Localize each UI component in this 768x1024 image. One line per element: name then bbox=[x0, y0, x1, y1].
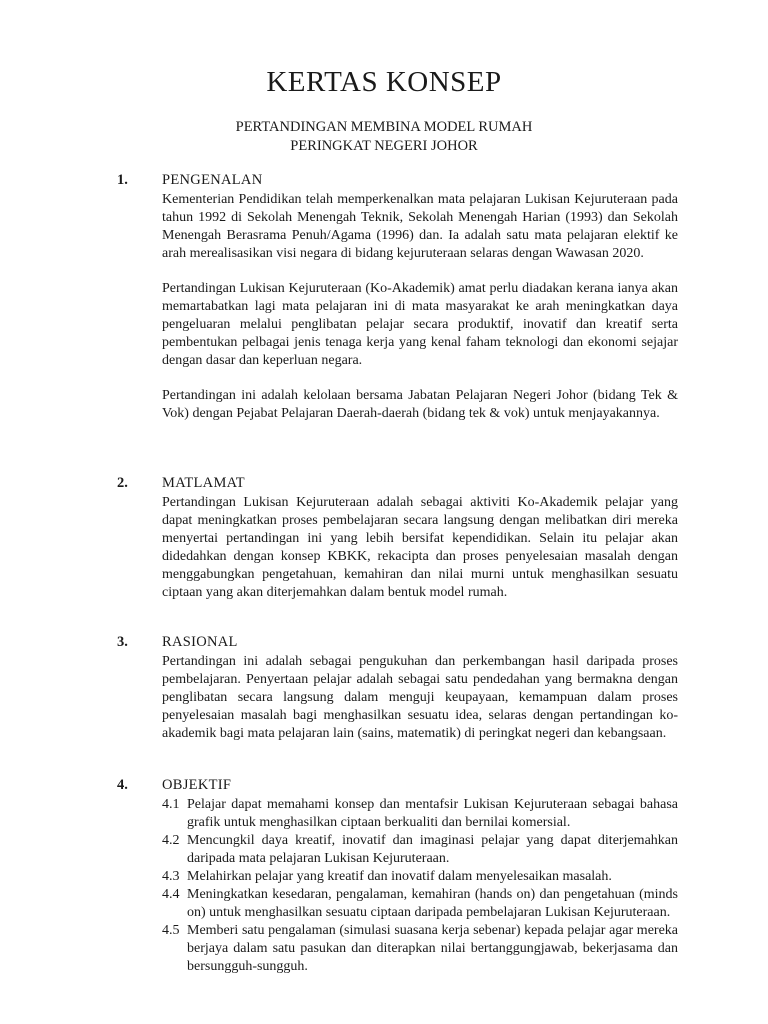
objective-number: 4.3 bbox=[162, 869, 180, 884]
objective-text: Melahirkan pelajar yang kreatif dan inovatif dalam menyelesaikan masalah. bbox=[187, 869, 612, 884]
section-header bbox=[117, 777, 677, 796]
section-rasional bbox=[117, 634, 677, 743]
section-number: 1. bbox=[117, 172, 128, 188]
section-objektif bbox=[117, 777, 677, 976]
objective-item bbox=[162, 868, 678, 886]
section-pengenalan bbox=[117, 172, 677, 423]
paragraph: Kementerian Pendidikan telah memperkenalkan mata pelajaran Lukisan Kejuruteraan pada tahun 1992 di Sekolah Menengah Teknik, Sekolah Menengah Harian (1993) dan Sekolah Menengah Berasrama Penuh/Agama (1996) dan. Ia adalah satu mata pelajaran elektif ke arah merealisasikan visi negara di bidang kejuruteraan selaras dengan Wawasan 2020. bbox=[162, 192, 678, 261]
section-matlamat bbox=[117, 475, 677, 602]
objective-text: Memberi satu pengalaman (simulasi suasana kerja sebenar) kepada pelajar agar mereka berjaya dalam satu pasukan dan diterapkan nilai bertanggungjawab, bekerjasama dan bersungguh-sungguh. bbox=[187, 923, 678, 974]
section-number: 4. bbox=[117, 777, 128, 793]
paragraph: Pertandingan Lukisan Kejuruteraan adalah sebagai aktiviti Ko-Akademik pelajar yang dapat meningkatkan proses pembelajaran secara langsung dengan melibatkan diri mereka menyertai pertandingan ini yang lebih bersifat kependidikan. Selain itu pelajar akan didedahkan dengan konsep KBKK, rekacipta dan proses penyelesaian masalah dengan menggabungkan pengetahuan, kemahiran dan nilai murni untuk menghasilkan sesuatu ciptaan yang akan diterjemahkan dalam bentuk model rumah. bbox=[162, 495, 678, 600]
section-body bbox=[162, 494, 678, 602]
objective-number: 4.5 bbox=[162, 923, 180, 938]
objective-number: 4.2 bbox=[162, 833, 180, 848]
objective-number: 4.4 bbox=[162, 887, 180, 902]
document-subtitle-line-1: PERTANDINGAN MEMBINA MODEL RUMAH bbox=[235, 119, 533, 135]
section-body bbox=[162, 796, 678, 976]
section-number: 3. bbox=[117, 634, 128, 650]
objective-text: Meningkatkan kesedaran, pengalaman, kemahiran (hands on) dan pengetahuan (minds on) untuk menghasilkan sesuatu ciptaan daripada pembelajaran Lukisan Kejuruteraan. bbox=[187, 887, 678, 920]
objective-item bbox=[162, 922, 678, 976]
objective-item bbox=[162, 796, 678, 832]
paragraph: Pertandingan ini adalah kelolaan bersama Jabatan Pelajaran Negeri Johor (bidang Tek & Vok) dengan Pejabat Pelajaran Daerah-daerah (bidang tek & vok) untuk menjayakannya. bbox=[162, 388, 678, 421]
section-number: 2. bbox=[117, 475, 128, 491]
document-subtitle-line-2: PERINGKAT NEGERI JOHOR bbox=[290, 138, 478, 154]
paragraph: Pertandingan ini adalah sebagai pengukuhan dan perkembangan hasil daripada proses pembelajaran. Penyertaan pelajar adalah sebagai satu pendedahan yang bermakna dengan penglibatan secara langsung dalam menguji keupayaan, kemampuan dalam proses penyelesaian masalah bagi menghasilkan sesuatu idea, selaras dengan pertandingan ko-akademik bagi mata pelajaran lain (sains, matematik) di peringkat negeri dan kebangsaan. bbox=[162, 654, 678, 741]
objective-item bbox=[162, 886, 678, 922]
paragraph: Pertandingan Lukisan Kejuruteraan (Ko-Akademik) amat perlu diadakan kerana ianya akan memartabatkan lagi mata pelajaran ini di mata masyarakat ke arah meningkatkan daya pengeluaran melalui penglibatan pelajar secara produktif, inovatif dan kreatif serta pembentukan pelbagai jenis tenaga kerja yang kenal faham teknologi dan ekonomi sejajar dengan dasar dan keperluan negara. bbox=[162, 281, 678, 368]
objective-text: Pelajar dapat memahami konsep dan mentafsir Lukisan Kejuruteraan sebagai bahasa grafik untuk menghasilkan ciptaan berkualiti dan bernilai komersial. bbox=[187, 797, 678, 830]
section-heading: PENGENALAN bbox=[162, 172, 263, 188]
section-body bbox=[162, 191, 678, 423]
objective-number: 4.1 bbox=[162, 797, 180, 812]
section-heading: MATLAMAT bbox=[162, 475, 245, 491]
objective-item bbox=[162, 832, 678, 868]
section-heading: OBJEKTIF bbox=[162, 777, 232, 793]
objective-text: Mencungkil daya kreatif, inovatif dan imaginasi pelajar yang dapat diterjemahkan daripada mata pelajaran Lukisan Kejuruteraan. bbox=[187, 833, 678, 866]
section-header bbox=[117, 634, 677, 653]
objective-list bbox=[162, 796, 678, 976]
section-body bbox=[162, 653, 678, 743]
section-heading: RASIONAL bbox=[162, 634, 238, 650]
section-header bbox=[117, 172, 677, 191]
section-header bbox=[117, 475, 677, 494]
document-title: KERTAS KONSEP bbox=[266, 66, 502, 98]
